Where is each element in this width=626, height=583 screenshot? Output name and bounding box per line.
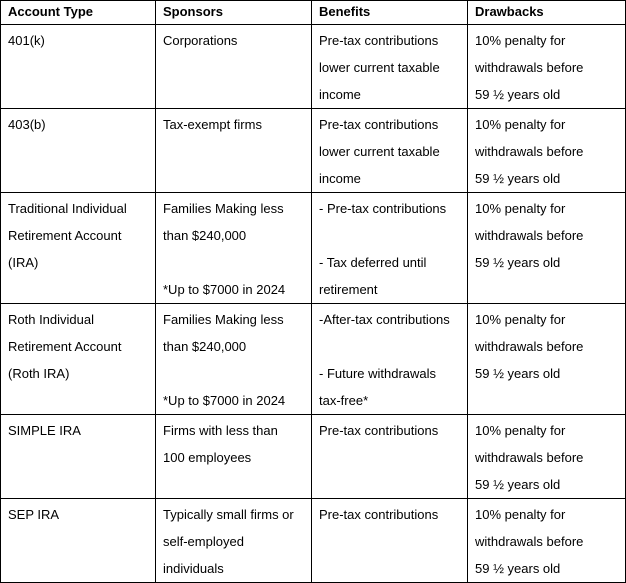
cell-text-line: Pre-tax contributions xyxy=(319,33,439,48)
cell-text-line: lower current taxable xyxy=(319,144,440,159)
blank-line xyxy=(319,222,461,249)
cell-text-line: Families Making less xyxy=(163,312,284,327)
cell-text-line: 10% penalty for xyxy=(475,312,566,327)
cell-text-line: individuals xyxy=(163,561,224,576)
cell-sponsors xyxy=(156,415,312,499)
table-row xyxy=(1,25,626,109)
cell-text-line: *Up to $7000 in 2024 xyxy=(163,282,286,297)
cell-text-line: withdrawals before xyxy=(475,339,584,354)
table-row xyxy=(1,304,626,415)
cell-benefits xyxy=(312,193,468,304)
cell-text-line: self-employed xyxy=(163,534,244,549)
header-drawbacks: Drawbacks xyxy=(468,1,626,25)
cell-drawbacks xyxy=(468,193,626,304)
cell-text-line: than $240,000 xyxy=(163,339,247,354)
cell-text-line: SEP IRA xyxy=(8,507,60,522)
cell-text-line: Pre-tax contributions xyxy=(319,423,439,438)
cell-drawbacks xyxy=(468,109,626,193)
cell-text-line: tax-free* xyxy=(319,393,369,408)
table-row xyxy=(1,415,626,499)
cell-text-line: 10% penalty for xyxy=(475,117,566,132)
cell-text-line: Families Making less xyxy=(163,201,284,216)
cell-text-line: - Pre-tax contributions xyxy=(319,201,447,216)
cell-text-line: 59 ½ years old xyxy=(475,366,561,381)
cell-text-line: Roth Individual xyxy=(8,312,94,327)
table-row xyxy=(1,109,626,193)
cell-text-line: 59 ½ years old xyxy=(475,87,561,102)
cell-text-line: withdrawals before xyxy=(475,228,584,243)
cell-text-line: Corporations xyxy=(163,33,238,48)
blank-line xyxy=(163,249,305,276)
cell-text-line: (Roth IRA) xyxy=(8,366,70,381)
cell-text-line: 10% penalty for xyxy=(475,423,566,438)
cell-text-line: Typically small firms or xyxy=(163,507,294,522)
cell-text-line: withdrawals before xyxy=(475,144,584,159)
cell-account-type xyxy=(1,415,156,499)
cell-text-line: 10% penalty for xyxy=(475,201,566,216)
table-row xyxy=(1,193,626,304)
cell-text-line: 59 ½ years old xyxy=(475,171,561,186)
cell-text-line: Retirement Account xyxy=(8,228,122,243)
cell-benefits xyxy=(312,25,468,109)
cell-drawbacks xyxy=(468,25,626,109)
header-account-type: Account Type xyxy=(1,1,156,25)
cell-sponsors xyxy=(156,25,312,109)
header-sponsors: Sponsors xyxy=(156,1,312,25)
cell-text-line: Traditional Individual xyxy=(8,201,127,216)
cell-text-line: withdrawals before xyxy=(475,534,584,549)
cell-text-line: Pre-tax contributions xyxy=(319,117,439,132)
cell-sponsors xyxy=(156,193,312,304)
blank-line xyxy=(319,333,461,360)
cell-text-line: SIMPLE IRA xyxy=(8,423,81,438)
cell-text-line: -After-tax contributions xyxy=(319,312,450,327)
cell-text-line: - Tax deferred until xyxy=(319,255,427,270)
cell-text-line: withdrawals before xyxy=(475,60,584,75)
cell-benefits xyxy=(312,109,468,193)
cell-account-type xyxy=(1,193,156,304)
cell-text-line: Tax-exempt firms xyxy=(163,117,262,132)
cell-text-line: withdrawals before xyxy=(475,450,584,465)
header-benefits: Benefits xyxy=(312,1,468,25)
cell-text-line: 401(k) xyxy=(8,33,45,48)
cell-text-line: (IRA) xyxy=(8,255,39,270)
table-body xyxy=(1,25,626,583)
cell-text-line: 403(b) xyxy=(8,117,46,132)
cell-text-line: *Up to $7000 in 2024 xyxy=(163,393,286,408)
cell-drawbacks xyxy=(468,415,626,499)
cell-text-line: income xyxy=(319,171,361,186)
cell-text-line: Retirement Account xyxy=(8,339,122,354)
cell-text-line: Pre-tax contributions xyxy=(319,507,439,522)
cell-text-line: retirement xyxy=(319,282,378,297)
cell-text-line: lower current taxable xyxy=(319,60,440,75)
cell-drawbacks xyxy=(468,304,626,415)
cell-text-line: - Future withdrawals xyxy=(319,366,437,381)
cell-text-line: 10% penalty for xyxy=(475,507,566,522)
cell-account-type xyxy=(1,109,156,193)
cell-text-line: 10% penalty for xyxy=(475,33,566,48)
cell-benefits xyxy=(312,304,468,415)
cell-account-type xyxy=(1,25,156,109)
cell-account-type xyxy=(1,304,156,415)
cell-sponsors xyxy=(156,109,312,193)
cell-text-line: 59 ½ years old xyxy=(475,561,561,576)
cell-text-line: Firms with less than xyxy=(163,423,278,438)
cell-sponsors xyxy=(156,304,312,415)
blank-line xyxy=(163,360,305,387)
cell-text-line: 59 ½ years old xyxy=(475,477,561,492)
cell-text-line: income xyxy=(319,87,361,102)
table-header-row xyxy=(1,1,626,25)
cell-benefits xyxy=(312,415,468,499)
cell-text-line: 59 ½ years old xyxy=(475,255,561,270)
cell-text-line: than $240,000 xyxy=(163,228,247,243)
cell-text-line: 100 employees xyxy=(163,450,252,465)
